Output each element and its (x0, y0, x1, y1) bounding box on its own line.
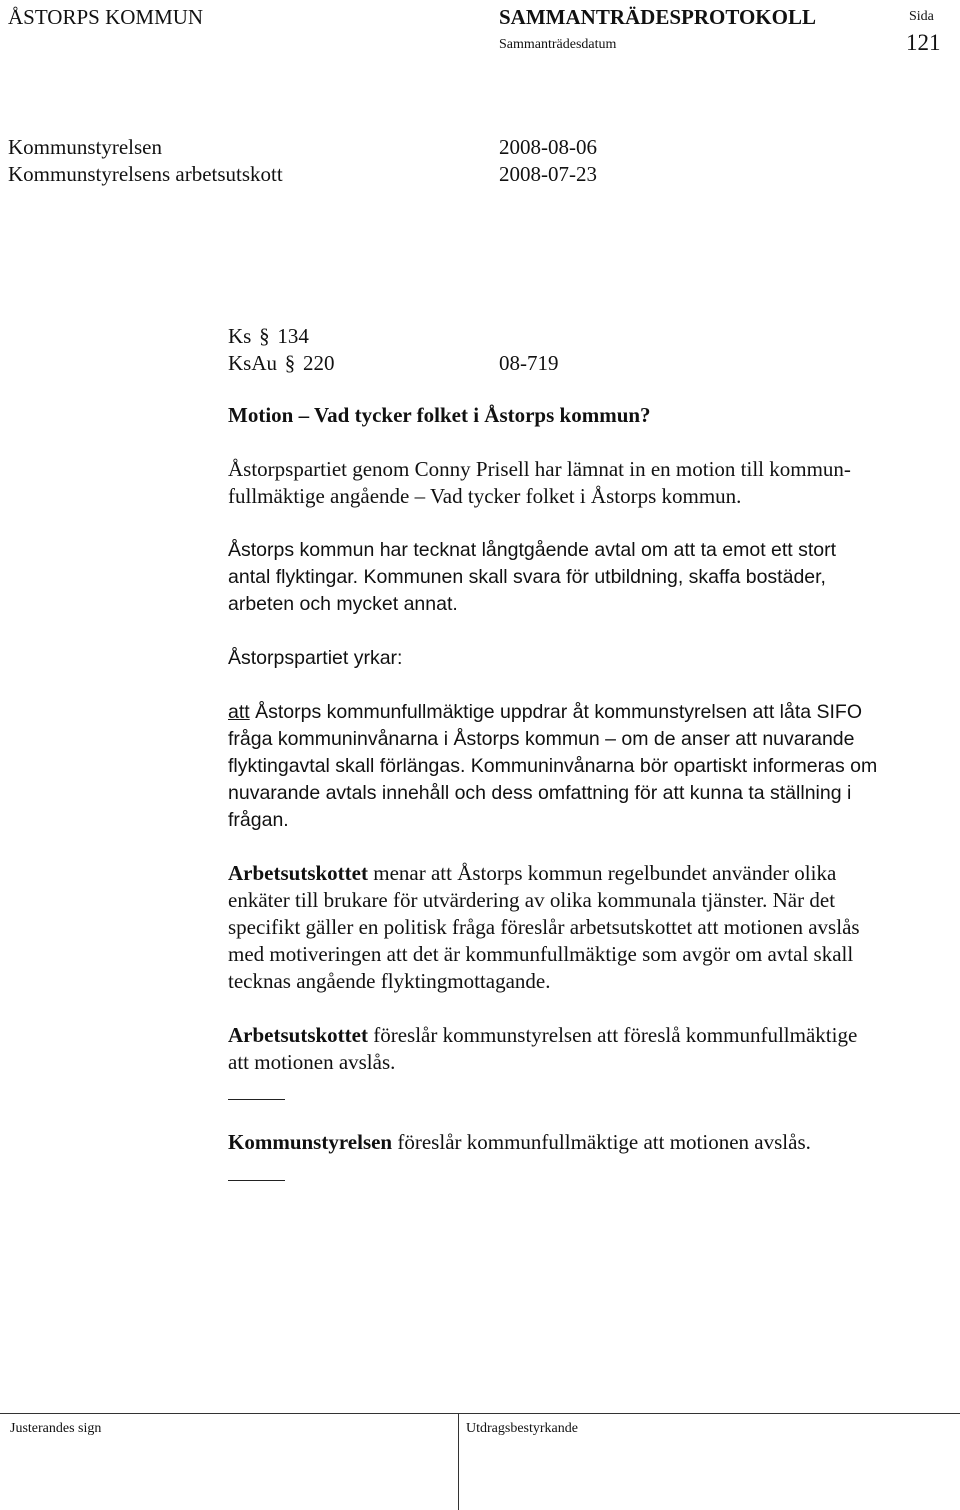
yrkar-label (228, 645, 928, 672)
motion-paragraph (228, 537, 928, 618)
bold-term: Arbetsutskottet (228, 861, 368, 885)
item-heading: Motion – Vad tycker folket i Åstorps kommun? (228, 403, 651, 427)
text-line (228, 699, 928, 726)
text-line: specifikt gäller en politisk fråga föreslår arbetsutskottet att motionen avslås (228, 915, 860, 939)
section-symbol: § (284, 351, 296, 375)
text-line (228, 1129, 928, 1156)
text-line: antal flyktingar. Kommunen skall svara för utbildning, skaffa bostäder, (228, 566, 826, 588)
text-span: föreslår kommunfullmäktige att motionen avslås. (392, 1130, 811, 1154)
ks-paragraph (228, 324, 309, 349)
separator-line (228, 1180, 285, 1181)
text-line: Åstorps kommun har tecknat långtgående avtal om att ta emot ett stort (228, 539, 837, 561)
meeting-date: 2008-08-06 (499, 135, 597, 159)
utdragsbestyrkande-label: Utdragsbestyrkande (466, 1421, 578, 1436)
text-line: fråga kommuninvånarna i Åstorps kommun – om de anser att nuvarande (228, 728, 855, 750)
text-line: enkäter till brukare för utvärdering av olika kommunala tjänster. När det (228, 888, 836, 912)
au-proposal-paragraph (228, 1022, 928, 1076)
page-label: Sida (909, 9, 934, 24)
page-number: 121 (906, 30, 941, 55)
justerandes-sign-label: Justerandes sign (10, 1421, 102, 1436)
case-number: 08-719 (499, 351, 559, 375)
text-line (228, 860, 928, 887)
section-symbol: § (259, 324, 270, 348)
bold-term: Kommunstyrelsen (228, 1130, 393, 1154)
meeting-date: 2008-07-23 (499, 162, 597, 186)
text-line: att motionen avslås. (228, 1050, 396, 1074)
meeting-body: Kommunstyrelsen (8, 135, 162, 159)
au-opinion-paragraph (228, 860, 928, 995)
separator-line (228, 1099, 285, 1100)
text-line (228, 1022, 928, 1049)
footer-rule (0, 1413, 960, 1414)
text-line: tecknas angående flyktingmottagande. (228, 969, 551, 993)
meeting-body: Kommunstyrelsens arbetsutskott (8, 162, 283, 186)
text-span: Åstorps kommunfullmäktige uppdrar åt kommunstyrelsen att låta SIFO (249, 701, 863, 723)
meeting-date-label: Sammanträdesdatum (499, 37, 617, 52)
text-line: frågan. (228, 809, 289, 831)
text-line: arbeten och mycket annat. (228, 593, 458, 615)
ks-proposal-paragraph (228, 1129, 928, 1156)
text-span: menar att Åstorps kommun regelbundet använder olika (367, 861, 837, 885)
text-line: flyktingavtal skall förlängas. Kommuninvånarna bör opartiskt informeras om (228, 755, 878, 777)
footer-divider (458, 1413, 459, 1510)
ks-number: 134 (277, 324, 309, 348)
ksau-prefix: KsAu (228, 351, 278, 375)
att-keyword: att (228, 701, 250, 723)
ks-prefix: Ks (228, 324, 252, 348)
text-line: nuvarande avtals innehåll och dess omfattning för att kunna ta ställning i (228, 782, 852, 804)
proposal-paragraph (228, 699, 928, 834)
bold-term: Arbetsutskottet (228, 1023, 368, 1047)
intro-paragraph (228, 456, 928, 510)
text-line: Åstorpspartiet genom Conny Prisell har lämnat in en motion till kommun- (228, 457, 851, 481)
ksau-number: 220 (303, 351, 335, 375)
document-type: SAMMANTRÄDESPROTOKOLL (499, 5, 816, 29)
text-line: med motiveringen att det är kommunfullmäktige som avgör om avtal skall (228, 942, 854, 966)
text-span: föreslår kommunstyrelsen att föreslå kommunfullmäktige (367, 1023, 858, 1047)
ksau-paragraph (228, 351, 335, 376)
text-line: fullmäktige angående – Vad tycker folket i Åstorps kommun. (228, 484, 742, 508)
organization-name: ÅSTORPS KOMMUN (8, 5, 204, 29)
text-line: Åstorpspartiet yrkar: (228, 647, 403, 669)
